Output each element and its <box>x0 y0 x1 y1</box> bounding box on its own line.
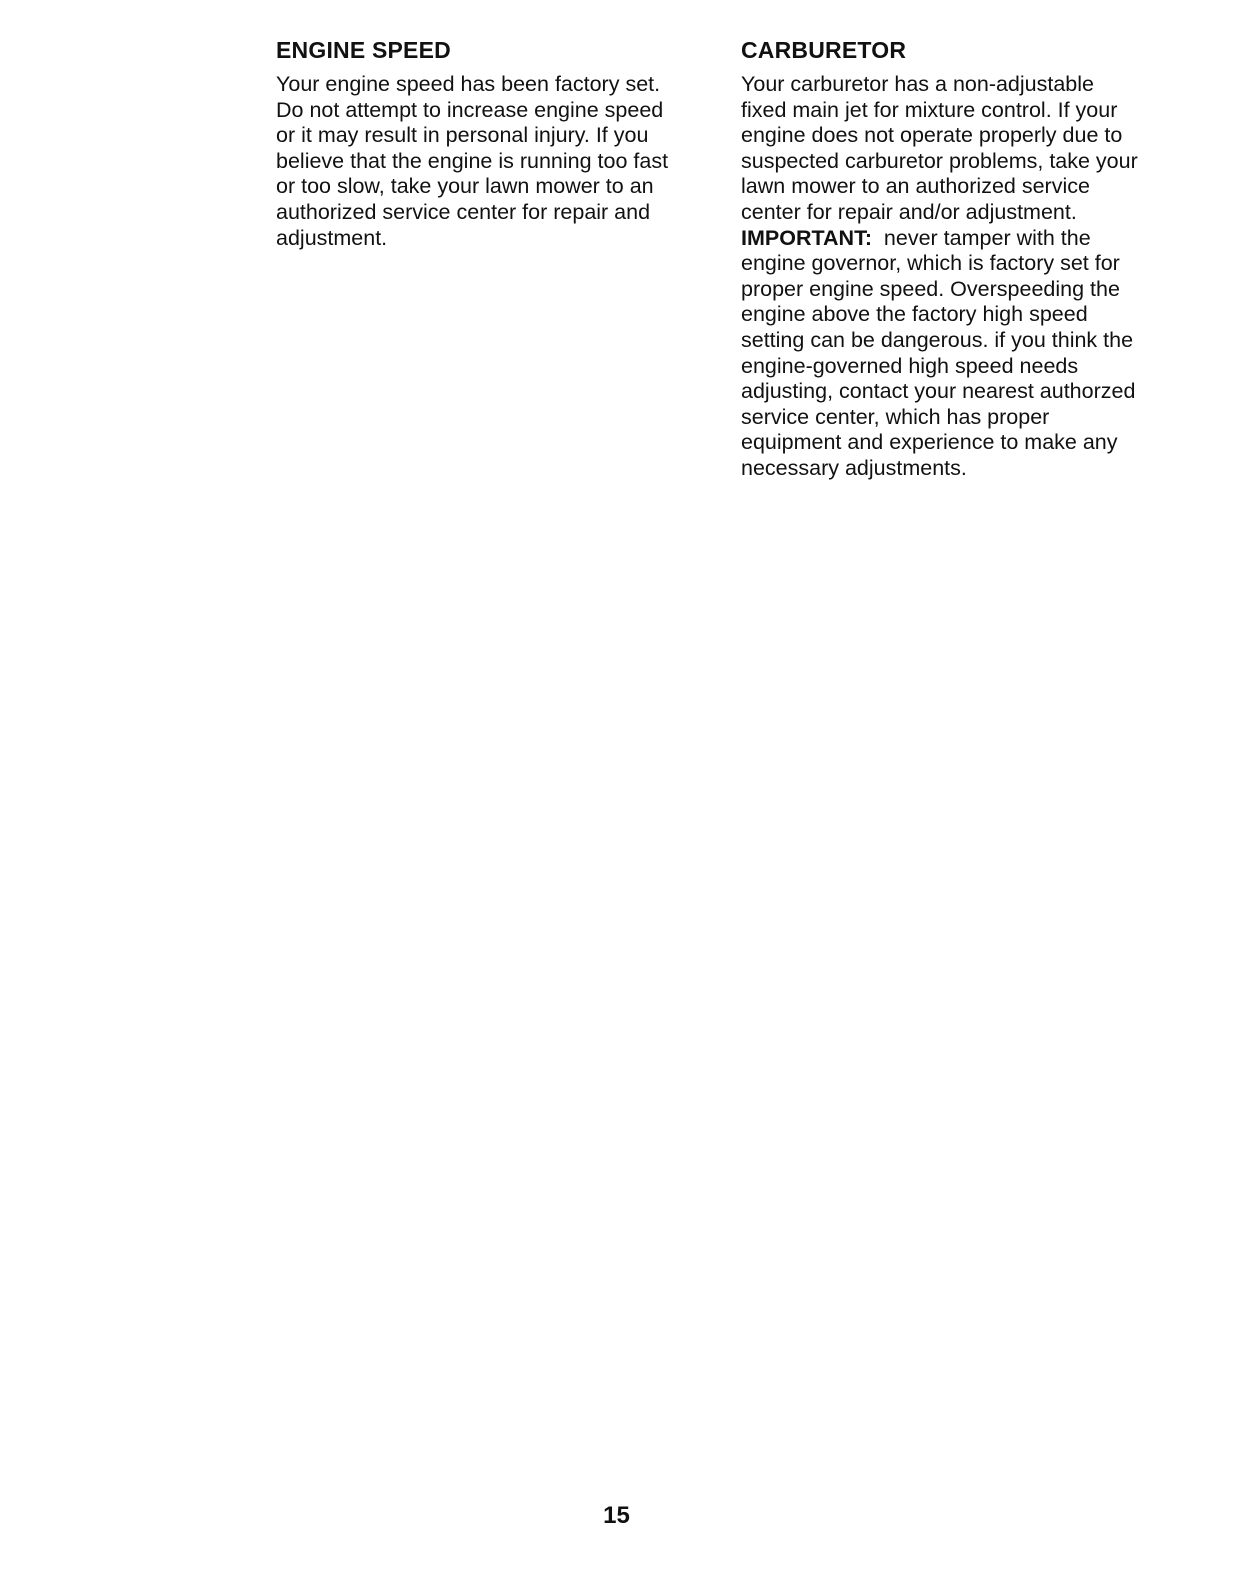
important-note-line: service center, which has proper <box>741 404 1050 429</box>
important-note-line: equipment and experience to make any <box>741 430 1118 455</box>
engine-speed-line: authorized service center for repair and <box>276 199 651 224</box>
engine-speed-line: adjustment. <box>276 225 388 250</box>
important-note-line: engine-governed high speed needs <box>741 353 1079 378</box>
carburetor-line: Your carburetor has a non-adjustable <box>741 72 1094 96</box>
carburetor-line: fixed main jet for mixture control. If your <box>741 97 1118 122</box>
engine-speed-paragraph <box>276 72 716 251</box>
carburetor-paragraph <box>741 72 1191 482</box>
carburetor-line: lawn mower to an authorized service <box>741 174 1090 199</box>
engine-speed-line: or too slow, take your lawn mower to an <box>276 174 654 199</box>
carburetor-line: engine does not operate properly due to <box>741 123 1123 148</box>
engine-speed-heading: ENGINE SPEED <box>276 37 451 63</box>
carburetor-line: suspected carburetor problems, take your <box>741 148 1138 173</box>
important-note-line: adjusting, contact your nearest authorzed <box>741 379 1136 404</box>
important-note-line: setting can be dangerous. if you think the <box>741 327 1134 352</box>
page-number: 15 <box>603 1502 630 1529</box>
important-label: IMPORTANT: <box>741 225 872 250</box>
engine-speed-line: or it may result in personal injury. If you <box>276 123 649 148</box>
engine-speed-section <box>276 36 716 251</box>
important-note-line: necessary adjustments. <box>741 455 967 480</box>
important-note-line: proper engine speed. Overspeeding the <box>741 276 1120 301</box>
important-note-text: never tamper with the <box>871 225 1091 250</box>
carburetor-section <box>741 36 1191 482</box>
engine-speed-line: believe that the engine is running too fast <box>276 148 669 173</box>
carburetor-heading: CARBURETOR <box>741 37 907 63</box>
engine-speed-line: Do not attempt to increase engine speed <box>276 97 664 122</box>
important-note-line: engine governor, which is factory set for <box>741 251 1120 276</box>
important-note-line: engine above the factory high speed <box>741 302 1088 327</box>
important-note-first-line <box>741 226 1191 252</box>
carburetor-line: center for repair and/or adjustment. <box>741 199 1077 224</box>
engine-speed-line: Your engine speed has been factory set. <box>276 72 661 96</box>
